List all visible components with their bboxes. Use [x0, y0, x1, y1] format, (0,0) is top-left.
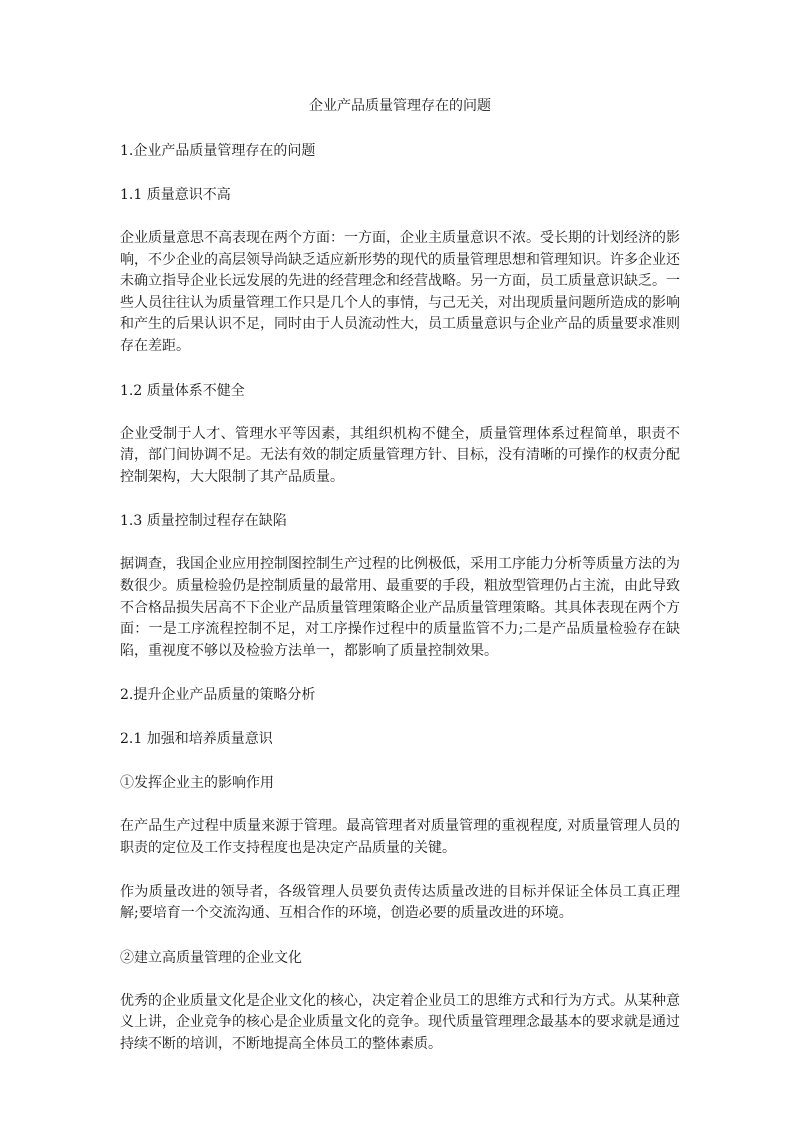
paragraph-quality-system: 企业受制于人才、管理水平等因素，其组织机构不健全，质量管理体系过程简单，职责不清，部门间协调不足。无法有效的制定质量管理方针、目标，没有清晰的可操作的权责分配控制架构，大大限制了其产品质量。 — [120, 425, 680, 485]
paragraph-quality-control: 据调查，我国企业应用控制图控制生产过程的比例极低，采用工序能力分析等质量方法的为数很少。质量检验仍是控制质量的最常用、最重要的手段，粗放型管理仍占主流，由此导致不合格品损失居高不下企业产品质量管理策略企业产品质量管理策略。其具体表现在两个方面：一是工序流程控制不足，对工序操作过程中的质量监管不力;二是产品质量检验存在缺陷，重视度不够以及检验方法单一，都影响了质量控制效果。 — [120, 556, 680, 659]
paragraph-quality-awareness: 企业质量意思不高表现在两个方面：一方面，企业主质量意识不浓。受长期的计划经济的影响，不少企业的高层领导尚缺乏适应新形势的现代的质量管理思想和管理知识。许多企业还未确立指导企业长远发展的先进的经营理念和经营战略。另一方面，员工质量意识缺乏。一些人员往往认为质量管理工作只是几个人的事情，与己无关，对出现质量问题所造成的影响和产生的后果认识不足，同时由于人员流动性大，员工质量意识与企业产品的质量要求准则存在差距。 — [120, 230, 680, 354]
section-heading-2: 2.提升企业产品质量的策略分析 — [120, 687, 316, 704]
subsection-heading-2: ②建立高质量管理的企业文化 — [120, 949, 302, 966]
paragraph-quality-culture: 优秀的企业质量文化是企业文化的核心，决定着企业员工的思维方式和行为方式。从某种意义上讲，企业竞争的核心是企业质量文化的竞争。现代质量管理理念最基本的要求就是通过持续不断的培训，不断地提高全体员工的整体素质。 — [120, 992, 680, 1052]
subsection-heading-1: ①发挥企业主的影响作用 — [120, 775, 274, 792]
section-heading-1-1: 1.1 质量意识不高 — [120, 187, 231, 203]
section-heading-1-2: 1.2 质量体系不健全 — [120, 382, 245, 399]
paragraph-management-source: 在产品生产过程中质量来源于管理。最高管理者对质量管理的重视程度, 对质量管理人员的职责的定位及工作支持程度也是决定产品质量的关键。 — [120, 818, 680, 856]
section-heading-1: 1.企业产品质量管理存在的问题 — [120, 143, 316, 159]
section-heading-1-3: 1.3 质量控制过程存在缺陷 — [120, 513, 287, 530]
document-body — [120, 140, 680, 1077]
section-heading-2-1: 2.1 加强和培养质量意识 — [120, 731, 273, 748]
paragraph-leaders: 作为质量改进的领导者，各级管理人员要负责传达质量改进的目标并保证全体员工真正理解;要培育一个交流沟通、互相合作的环境，创造必要的质量改进的环境。 — [120, 883, 680, 922]
document-title: 企业产品质量管理存在的问题 — [309, 98, 491, 114]
